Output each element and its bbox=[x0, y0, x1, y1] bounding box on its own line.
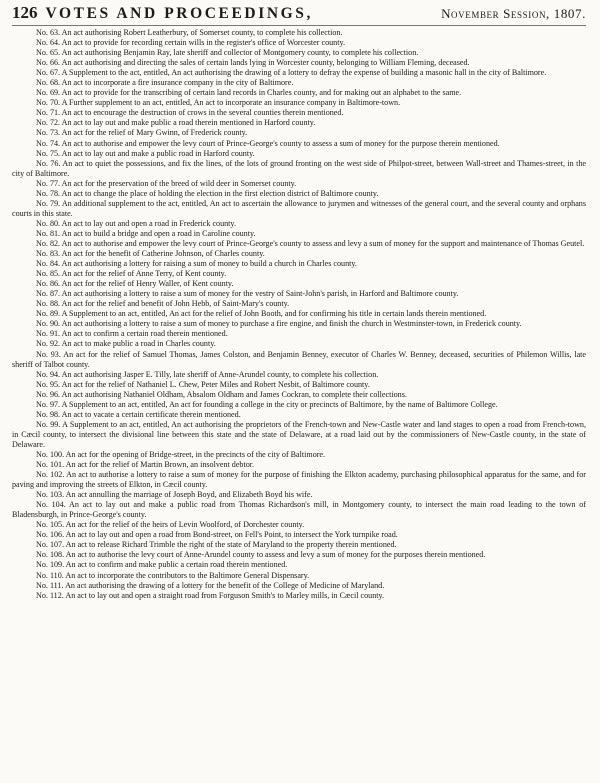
act-entry: No. 103. An act annulling the marriage of Joseph Boyd, and Elizabeth Boyd his wife. bbox=[36, 490, 313, 500]
act-entry: No. 91. An act to confirm a certain road therein mentioned. bbox=[36, 329, 228, 339]
act-entry: No. 80. An act to lay out and open a road in Frederick county. bbox=[36, 218, 236, 228]
act-entry: No. 66. An act authorising and directing the sales of certain lands lying in Worcester county, belonging to William Fleming, deceased. bbox=[36, 58, 470, 68]
act-entry: No. 111. An act authorising the drawing of a lottery for the benefit of the College of Medicine of Maryland. bbox=[36, 580, 385, 590]
act-entry: No. 97. A Supplement to an act, entitled, An act for founding a college in the city or precincts of Baltimore, by the name of Baltimore College. bbox=[36, 399, 498, 409]
act-entry: No. 94. An act authorising Jasper E. Tilly, late sheriff of Anne-Arundel county, to complete his collection. bbox=[36, 369, 379, 379]
act-entry: No. 104. An act to lay out and make a public road from Thomas Richardson's mill, in Montgomery county, to intersect the main road leading to the town of Bladensburgh, in Prince-George's county. bbox=[12, 500, 586, 520]
act-entry: No. 89. A Supplement to an act, entitled, An act for the relief of John Booth, and for confirming his title in certain lands therein mentioned. bbox=[36, 309, 487, 319]
act-entry: No. 88. An act for the relief and benefit of John Hebb, of Saint-Mary's county. bbox=[36, 299, 290, 309]
act-entry: No. 109. An act to confirm and make public a certain road therein mentioned. bbox=[36, 560, 288, 570]
act-entry: No. 93. An act for the relief of Samuel Thomas, James Colston, and Benjamin Benney, executor of Charles W. Benney, deceased, securities of Philemon Willis, late sheriff of Talbot county. bbox=[12, 349, 586, 369]
act-entry: No. 83. An act for the benefit of Catherine Johnson, of Charles county. bbox=[36, 249, 265, 259]
act-entry: No. 86. An act for the relief of Henry Waller, of Kent county. bbox=[36, 279, 234, 289]
act-entry: No. 82. An act to authorise and empower the levy court of Prince-George's county to assess and levy a sum of money for the support and maintenance of Thomas Geutel. bbox=[36, 238, 585, 248]
act-entry: No. 101. An act for the relief of Martin Brown, an insolvent debtor. bbox=[36, 460, 255, 470]
act-entry: No. 74. An act to authorise and empower the levy court of Prince-George's county to assess a sum of money for the purpose therein mentioned. bbox=[36, 138, 500, 148]
act-entry: No. 63. An act authorising Robert Leatherbury, of Somerset county, to complete his collection. bbox=[36, 28, 343, 37]
act-entry: No. 102. An act to authorise a lottery to raise a sum of money for the purpose of finishing the Elkton academy, purchasing philosophical apparatus for the same, and for paving and improving the streets of Elkton, in Cæcil county. bbox=[12, 470, 586, 490]
act-entry: No. 73. An act for the relief of Mary Gwinn, of Frederick county. bbox=[36, 128, 248, 138]
act-entry: No. 108. An act to authorise the levy court of Anne-Arundel county to assess and levy a sum of money for the purposes therein mentioned. bbox=[36, 550, 486, 560]
act-entry: No. 67. A Supplement to the act, entitled, An act authorising the drawing of a lottery to defray the expense of building a masonic hall in the city of Baltimore. bbox=[36, 68, 547, 78]
act-entry: No. 81. An act to build a bridge and open a road in Caroline county. bbox=[36, 228, 256, 238]
act-entry: No. 98. An act to vacate a certain certificate therein mentioned. bbox=[36, 409, 241, 419]
act-entry: No. 110. An act to incorporate the contributors to the Baltimore General Dispensary. bbox=[36, 570, 310, 580]
header-title: VOTES AND PROCEEDINGS, bbox=[45, 5, 313, 22]
act-entry: No. 77. An act for the preservation of the breed of wild deer in Somerset county. bbox=[36, 178, 297, 188]
act-entry: No. 100. An act for the opening of Bridge-street, in the precincts of the city of Baltimore. bbox=[36, 449, 326, 459]
act-entry: No. 112. An act to lay out and open a straight road from Forguson Smith's to Marley mills, in Cæcil county. bbox=[36, 590, 385, 600]
act-entry: No. 105. An act for the relief of the heirs of Levin Woolford, of Dorchester county. bbox=[36, 520, 305, 530]
act-entry: No. 96. An act authorising Nathaniel Oldham, Absalom Oldham and James Cockran, to complete their collections. bbox=[36, 389, 407, 399]
act-entry: No. 71. An act to encourage the destruction of crows in the several counties therein mentioned. bbox=[36, 108, 344, 118]
running-header bbox=[12, 3, 586, 26]
page-number: 126 bbox=[12, 3, 38, 22]
act-entry: No. 106. An act to lay out and open a road from Bond-street, on Fell's Point, to intersect the York turnpike road. bbox=[36, 530, 398, 540]
act-entry: No. 76. An act to quiet the possessions, and fix the lines, of the lots of ground fronting on the west side of Philpot-street, between Wall-street and Thames-street, in the city of Baltimore. bbox=[12, 158, 586, 178]
act-entry: No. 95. An act for the relief of Nathaniel L. Chew, Peter Miles and Robert Nesbit, of Baltimore county. bbox=[36, 379, 370, 389]
act-entry: No. 72. An act to lay out and make public a road therein mentioned in Harford county. bbox=[36, 118, 316, 128]
act-entry: No. 69. An act to provide for the transcribing of certain land records in Charles county, and for making out an alphabet to the same. bbox=[36, 88, 462, 98]
act-entry: No. 99. A Supplement to an act, entitled, An act authorising the proprietors of the French-town and New-Castle water and land stages to open a road from French-town, in Cæcil county, to intersect the divisional line between this state and the state of Delaware, at a road laid out by the commissioners of New-Castle county, in the state of Delaware. bbox=[12, 419, 586, 449]
act-entry: No. 64. An act to provide for recording certain wills in the register's office of Worcester county. bbox=[36, 38, 346, 48]
act-entry: No. 84. An act authorising a lottery for raising a sum of money to build a church in Charles county. bbox=[36, 259, 357, 269]
act-entry: No. 65. An act authorising Benjamin Ray, late sheriff and collector of Montgomery county, to complete his collection. bbox=[36, 48, 419, 58]
act-entry: No. 79. An additional supplement to the act, entitled, An act to ascertain the allowance to jurymen and witnesses of the general court, and the several county and orphans courts in this state. bbox=[12, 198, 586, 218]
act-entry: No. 90. An act authorising a lottery to raise a sum of money to purchase a fire engine, and finish the church in Westminster-town, in Frederick county. bbox=[36, 319, 522, 329]
act-entry: No. 68. An act to incorporate a fire insurance company in the city of Baltimore. bbox=[36, 78, 294, 88]
act-entry: No. 85. An act for the relief of Anne Terry, of Kent county. bbox=[36, 269, 227, 279]
acts-list bbox=[12, 28, 586, 601]
act-entry: No. 78. An act to change the place of holding the election in the first election district of Baltimore county. bbox=[36, 188, 379, 198]
act-entry: No. 107. An act to release Richard Trimble the right of the state of Maryland to the property therein mentioned. bbox=[36, 540, 397, 550]
act-entry: No. 75. An act to lay out and make a public road in Harford county. bbox=[36, 148, 255, 158]
act-entry: No. 87. An act authorising a lottery to raise a sum of money for the vestry of Saint-John's parish, in Harford and Baltimore county. bbox=[36, 289, 459, 299]
act-entry: No. 70. A Further supplement to an act, entitled, An act to incorporate an insurance company in Baltimore-town. bbox=[36, 98, 401, 108]
act-entry: No. 92. An act to make public a road in Charles county. bbox=[36, 339, 216, 349]
header-session: November Session, 1807. bbox=[441, 6, 586, 21]
